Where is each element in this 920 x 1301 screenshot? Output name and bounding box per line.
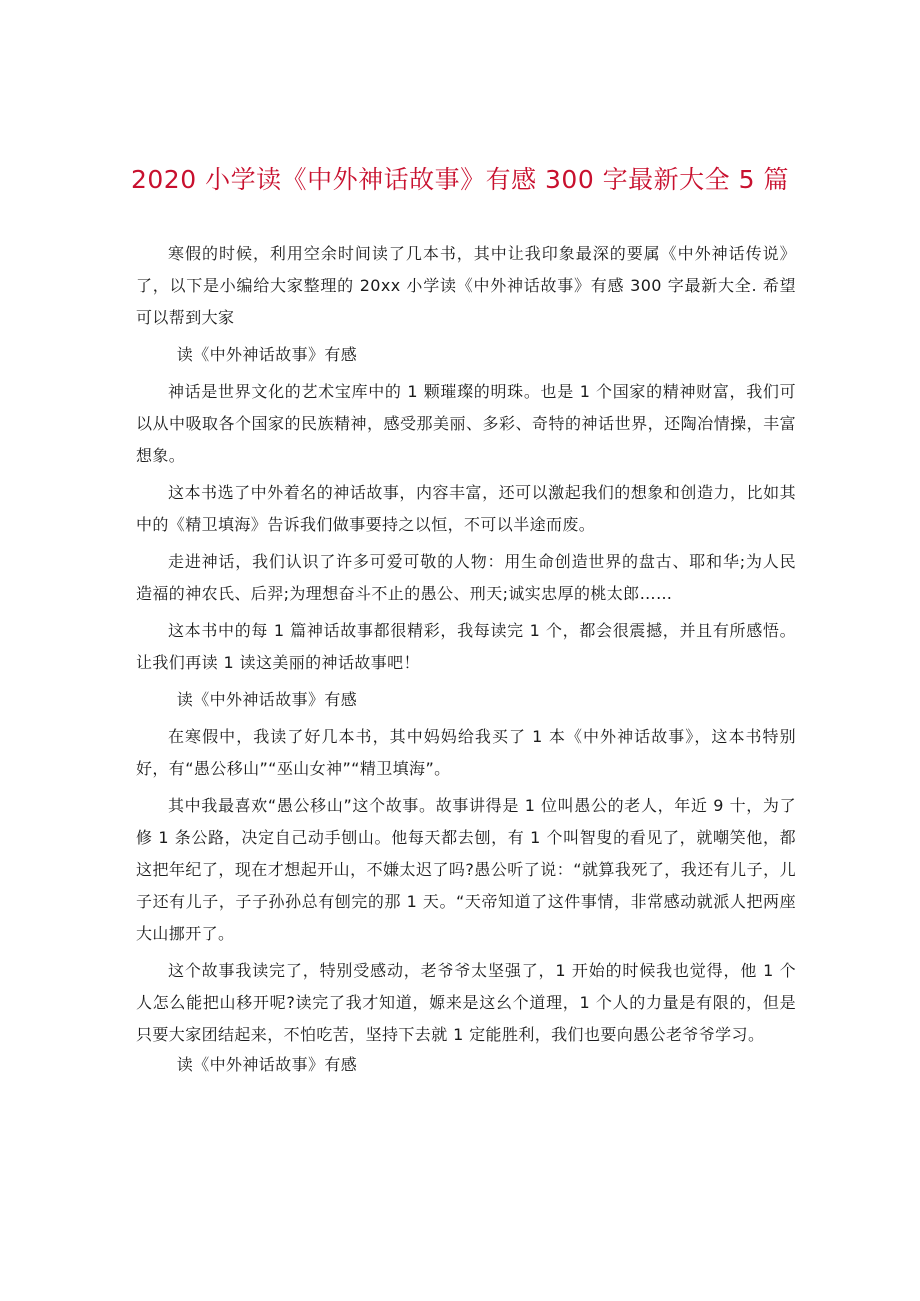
section-1-paragraph-2: 这本书选了中外着名的神话故事，内容丰富，还可以激起我们的想象和创造力，比如其中的《精卫填海》告诉我们做事要持之以恒，不可以半途而废。 <box>136 483 796 534</box>
section-1-paragraph-4: 这本书中的每 1 篇神话故事都很精彩，我每读完 1 个，都会很震撼，并且有所感悟。让我们再读 1 读这美丽的神话故事吧！ <box>136 621 796 672</box>
document-body <box>136 238 796 1086</box>
section-2-paragraph-3: 这个故事我读完了，特别受感动，老爷爷太坚强了，1 开始的时候我也觉得，他 1 个人怎么能把山移开呢?读完了我才知道，嫄来是这幺个道理，1 个人的力量是有限的，但是只要大家团结起来，不怕吃苦，坚持下去就 1 定能胜利，我们也要向愚公老爷爷学习。 <box>136 961 796 1044</box>
section-heading-3: 读《中外神话故事》有感 <box>176 1055 358 1074</box>
document-title: 2020 小学读《中外神话故事》有感 300 字最新大全 5 篇 <box>131 165 789 194</box>
section-2-paragraph-2: 其中我最喜欢“愚公移山”这个故事。故事讲得是 1 位叫愚公的老人，年近 9 十，为了修 1 条公路，决定自己动手刨山。他每天都去刨，有 1 个叫智叟的看见了，就嘲笑他，都这把年纪了，现在才想起开山，不嫌太迟了吗?愚公听了说：“就算我死了，我还有儿子，儿子还有儿子，子子孙孙总有刨完的那 1 天。“天帝知道了这件事情，非常感动就派人把两座大山挪开了。 <box>136 796 796 943</box>
section-2-paragraph-1: 在寒假中，我读了好几本书，其中妈妈给我买了 1 本《中外神话故事》，这本书特别好，有“愚公移山”“巫山女神”“精卫填海”。 <box>136 727 796 778</box>
section-heading-2: 读《中外神话故事》有感 <box>176 690 358 709</box>
section-heading-1: 读《中外神话故事》有感 <box>176 345 358 364</box>
intro-paragraph: 寒假的时候，利用空余时间读了几本书，其中让我印象最深的要属《中外神话传说》了，以下是小编给大家整理的 20xx 小学读《中外神话故事》有感 300 字最新大全. 希望可以帮到大家 <box>136 244 796 327</box>
section-1-paragraph-1: 神话是世界文化的艺术宝库中的 1 颗璀璨的明珠。也是 1 个国家的精神财富，我们可以从中吸取各个国家的民族精神，感受那美丽、多彩、奇特的神话世界，还陶冶情操，丰富想象。 <box>136 382 796 465</box>
section-1-paragraph-3: 走进神话，我们认识了许多可爱可敬的人物：用生命创造世界的盘古、耶和华;为人民造福的神农氏、后羿;为理想奋斗不止的愚公、刑天;诚实忠厚的桃太郎…… <box>136 552 796 603</box>
